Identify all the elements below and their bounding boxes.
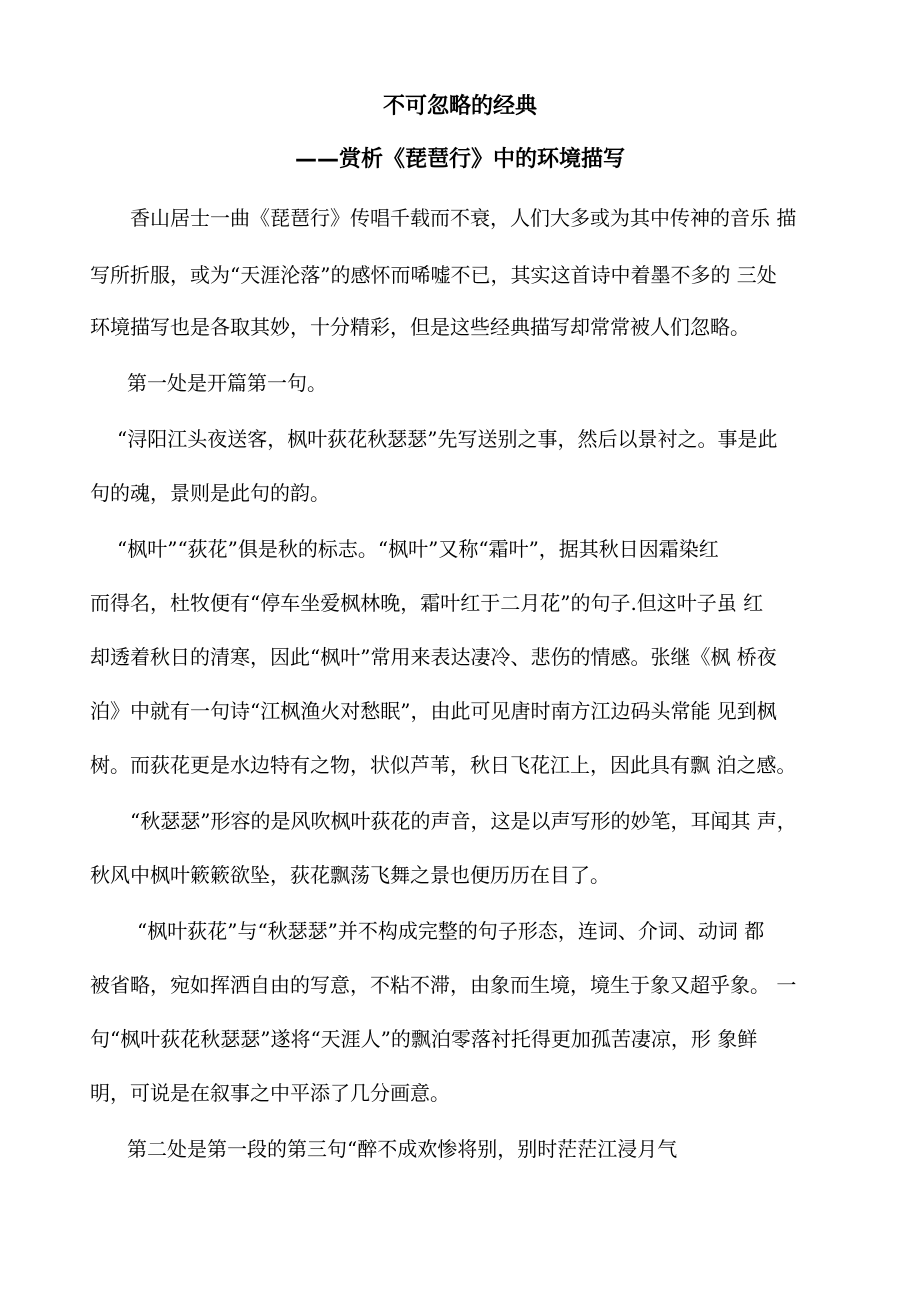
text-line: “浔阳江头夜送客，枫叶荻花秋瑟瑟”先写送别之事，然后以景衬之。事是此	[117, 427, 778, 451]
text-line: 被省略，宛如挥洒自由的写意，不粘不滞，由象而生境，境生于象又超乎象。 一	[90, 973, 797, 997]
text-line: 秋风中枫叶簌簌欲坠，荻花飘荡飞舞之景也便历历在目了。	[90, 863, 610, 887]
text-line: 环境描写也是各取其妙，十分精彩，但是这些经典描写却常常被人们忽略。	[90, 315, 750, 339]
text-line: 泊》中就有一句诗“江枫渔火对愁眠”，由此可见唐时南方江边码头常能 见到枫	[90, 699, 777, 723]
document-title: 不可忽略的经典	[382, 94, 537, 119]
text-line: 句“枫叶荻花秋瑟瑟”遂将“天涯人”的飘泊零落衬托得更加孤苦凄凉，形 象鲜	[90, 1027, 758, 1051]
text-line: 却透着秋日的清寒，因此“枫叶”常用来表达凄冷、悲伤的情感。张继《枫 桥夜	[90, 645, 777, 669]
text-line: 香山居士一曲《琵琶行》传唱千载而不衰，人们大多或为其中传神的音乐 描	[130, 206, 797, 230]
text-line: 明，可说是在叙事之中平添了几分画意。	[90, 1081, 450, 1105]
text-line: 树。而荻花更是水边特有之物，状似芦苇，秋日飞花江上，因此具有飘 泊之感。	[90, 753, 797, 777]
text-line: 而得名，杜牧便有“停车坐爱枫林晚，霜叶红于二月花”的句子.但这叶子虽 红	[90, 591, 764, 615]
text-line: 第一处是开篇第一句。	[127, 371, 327, 395]
text-line: “枫叶”“荻花”俱是秋的标志。“枫叶”又称“霜叶”，据其秋日因霜染红	[117, 537, 719, 561]
text-line: “秋瑟瑟”形容的是风吹枫叶荻花的声音，这是以声写形的妙笔，耳闻其 声，	[130, 809, 797, 833]
text-line: 句的魂，景则是此句的韵。	[90, 481, 330, 505]
text-line: 第二处是第一段的第三句“醉不成欢惨将别，别时茫茫江浸月气	[127, 1137, 678, 1161]
text-line: “枫叶荻花”与“秋瑟瑟”并不构成完整的句子形态，连词、介词、动词 都	[137, 919, 765, 943]
text-line: 写所折服，或为“天涯沦落”的感怀而唏嘘不已，其实这首诗中着墨不多的 三处	[90, 263, 777, 287]
document-subtitle: ——赏析《琵琶行》中的环境描写	[294, 147, 625, 172]
